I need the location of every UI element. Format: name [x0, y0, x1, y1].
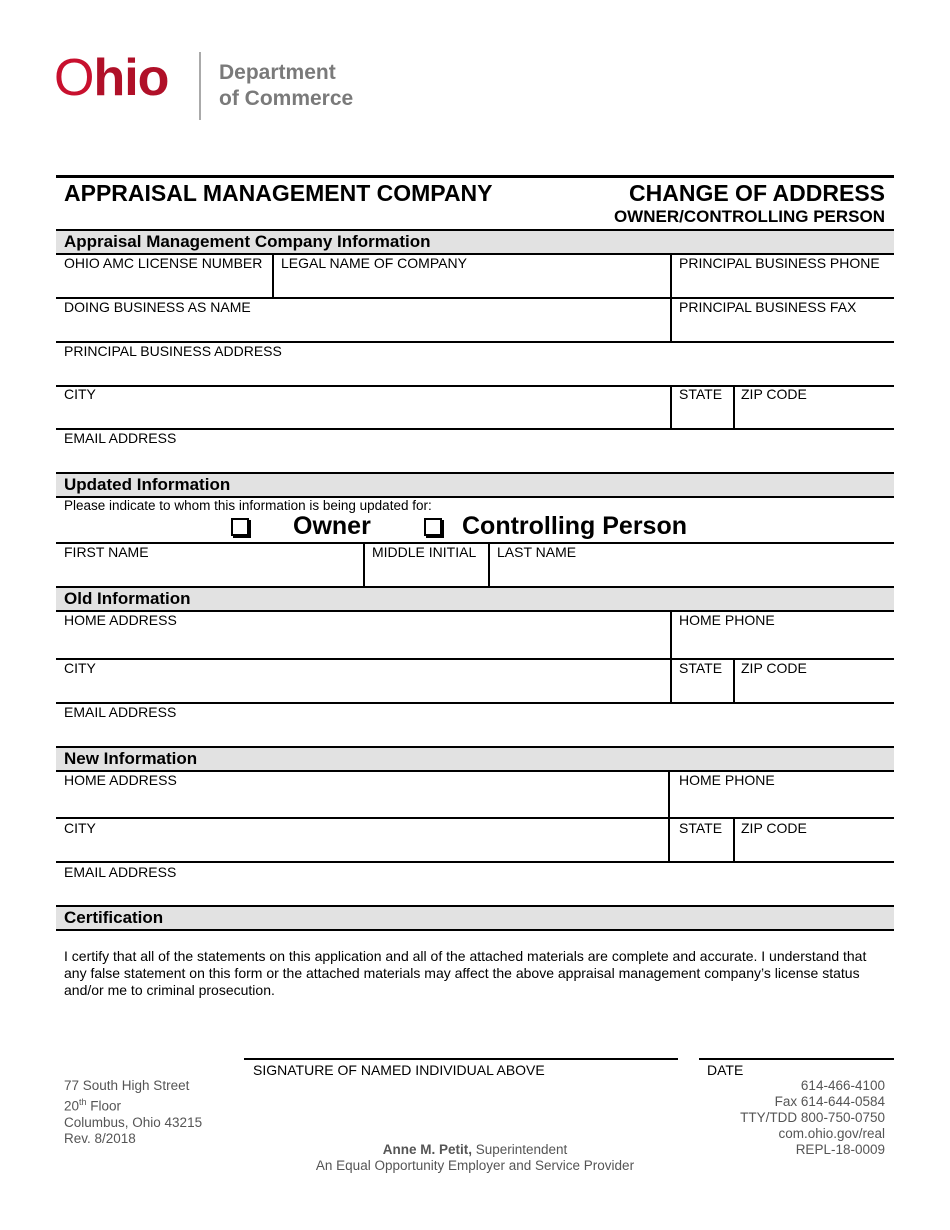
legal-name-label: LEGAL NAME OF COMPANY [281, 255, 467, 271]
business-fax-label: PRINCIPAL BUSINESS FAX [679, 299, 857, 315]
department-line2: of Commerce [219, 87, 354, 110]
footer-city: Columbus, Ohio 43215 [64, 1114, 203, 1130]
new-email-label: EMAIL ADDRESS [64, 864, 177, 880]
amc-city-field[interactable] [56, 387, 670, 428]
title-rule [56, 175, 894, 178]
old-home-phone-label: HOME PHONE [679, 612, 775, 628]
footer-floor-suffix: th [79, 1097, 87, 1107]
business-fax-field[interactable] [672, 299, 894, 341]
footer-street: 77 South High Street [64, 1078, 190, 1093]
footer-fax: Fax 614-644-0584 [774, 1094, 885, 1109]
footer-form-number: REPL-18-0009 [795, 1142, 885, 1157]
old-email-label: EMAIL ADDRESS [64, 704, 177, 720]
business-address-label: PRINCIPAL BUSINESS ADDRESS [64, 343, 282, 359]
dba-name-field[interactable] [56, 299, 670, 341]
certification-section-header [56, 905, 894, 931]
new-section-title: New Information [64, 749, 198, 768]
department-line1: Department [219, 61, 336, 84]
form-title: APPRAISAL MANAGEMENT COMPANY [64, 180, 493, 206]
superintendent-name: Anne M. Petit, [382, 1142, 472, 1157]
footer-website[interactable]: com.ohio.gov/real [778, 1126, 885, 1141]
new-home-address-label: HOME ADDRESS [64, 772, 177, 788]
certification-section-title: Certification [64, 908, 164, 927]
updated-section-title: Updated Information [64, 475, 231, 494]
certification-text: I certify that all of the statements on this application and all of the attached materials are complete and accurate. I understand that any false statement on this form or the attached materials may affect the above appraisal management company’s license status and/or me to criminal prosecution. [64, 948, 867, 998]
license-number-label: OHIO AMC LICENSE NUMBER [64, 255, 263, 271]
amc-city-label: CITY [64, 386, 96, 402]
footer-address [64, 1078, 202, 1147]
old-city-field[interactable] [56, 660, 670, 702]
old-city-label: CITY [64, 660, 96, 676]
update-instruction: Please indicate to whom this information is being updated for: [64, 498, 432, 513]
new-city-label: CITY [64, 820, 96, 836]
new-home-address-field[interactable] [56, 772, 668, 817]
old-email-field[interactable] [56, 704, 894, 746]
new-zip-label: ZIP CODE [741, 820, 807, 836]
owner-label: Owner [293, 512, 371, 540]
amc-email-label: EMAIL ADDRESS [64, 430, 177, 446]
new-section-header [56, 746, 894, 772]
footer-contact [740, 1078, 885, 1158]
old-section-header [56, 586, 894, 612]
amc-section-header [56, 229, 894, 255]
new-city-field[interactable] [56, 819, 668, 861]
form-type-title: CHANGE OF ADDRESS [629, 180, 885, 206]
date-line[interactable] [699, 1058, 894, 1060]
last-name-label: LAST NAME [497, 544, 577, 560]
amc-zip-label: ZIP CODE [741, 386, 807, 402]
footer-tty: TTY/TDD 800-750-0750 [740, 1110, 885, 1125]
license-number-field[interactable] [56, 253, 272, 297]
new-home-phone-field[interactable] [670, 772, 894, 817]
old-zip-label: ZIP CODE [741, 660, 807, 676]
logo-o: O [54, 49, 94, 107]
amc-state-field[interactable] [672, 387, 733, 428]
amc-state-label: STATE [679, 386, 723, 402]
first-name-label: FIRST NAME [64, 544, 149, 560]
footer-floor-number: 20 [64, 1098, 80, 1114]
business-address-field[interactable] [56, 343, 894, 385]
amc-email-field[interactable] [56, 430, 894, 472]
signature-line[interactable] [244, 1058, 678, 1060]
superintendent-title: Superintendent [471, 1142, 568, 1157]
amc-zip-field[interactable] [735, 387, 894, 428]
owner-checkbox[interactable] [231, 518, 249, 536]
logo-divider [199, 52, 201, 120]
last-name-field[interactable] [490, 544, 894, 585]
footer-eeo: An Equal Opportunity Employer and Service Provider [315, 1158, 635, 1173]
old-state-label: STATE [679, 660, 723, 676]
first-name-field[interactable] [56, 544, 363, 585]
footer-floor-word: Floor [86, 1098, 122, 1114]
department-name [219, 60, 353, 112]
footer-phone: 614-466-4100 [800, 1078, 885, 1093]
logo-hio: hio [93, 49, 169, 107]
old-section-title: Old Information [64, 589, 191, 608]
old-state-field[interactable] [672, 660, 733, 702]
signature-label: SIGNATURE OF NAMED INDIVIDUAL ABOVE [253, 1062, 545, 1078]
form-subtitle: OWNER/CONTROLLING PERSON [613, 207, 885, 226]
old-zip-field[interactable] [735, 660, 894, 702]
old-home-address-label: HOME ADDRESS [64, 612, 177, 628]
old-home-phone-field[interactable] [672, 612, 894, 658]
new-state-label: STATE [679, 820, 723, 836]
owner-option[interactable] [231, 512, 371, 541]
updated-section-header [56, 472, 894, 498]
new-state-field[interactable] [670, 819, 733, 861]
new-email-field[interactable] [56, 863, 894, 905]
footer-floor [64, 1094, 202, 1115]
footer-revision: Rev. 8/2018 [64, 1130, 136, 1146]
old-home-address-field[interactable] [56, 612, 670, 658]
business-phone-label: PRINCIPAL BUSINESS PHONE [679, 255, 880, 271]
controlling-person-checkbox[interactable] [424, 518, 442, 536]
ohio-logo [54, 49, 169, 107]
business-phone-field[interactable] [672, 253, 894, 297]
date-label: DATE [707, 1062, 744, 1078]
controlling-person-label: Controlling Person [462, 512, 687, 540]
new-zip-field[interactable] [735, 819, 894, 861]
new-home-phone-label: HOME PHONE [679, 772, 775, 788]
middle-initial-label: MIDDLE INITIAL [372, 544, 477, 560]
controlling-person-option[interactable] [424, 512, 687, 541]
amc-section-title: Appraisal Management Company Information [64, 232, 431, 251]
middle-initial-field[interactable] [365, 544, 488, 585]
dba-name-label: DOING BUSINESS AS NAME [64, 299, 251, 315]
